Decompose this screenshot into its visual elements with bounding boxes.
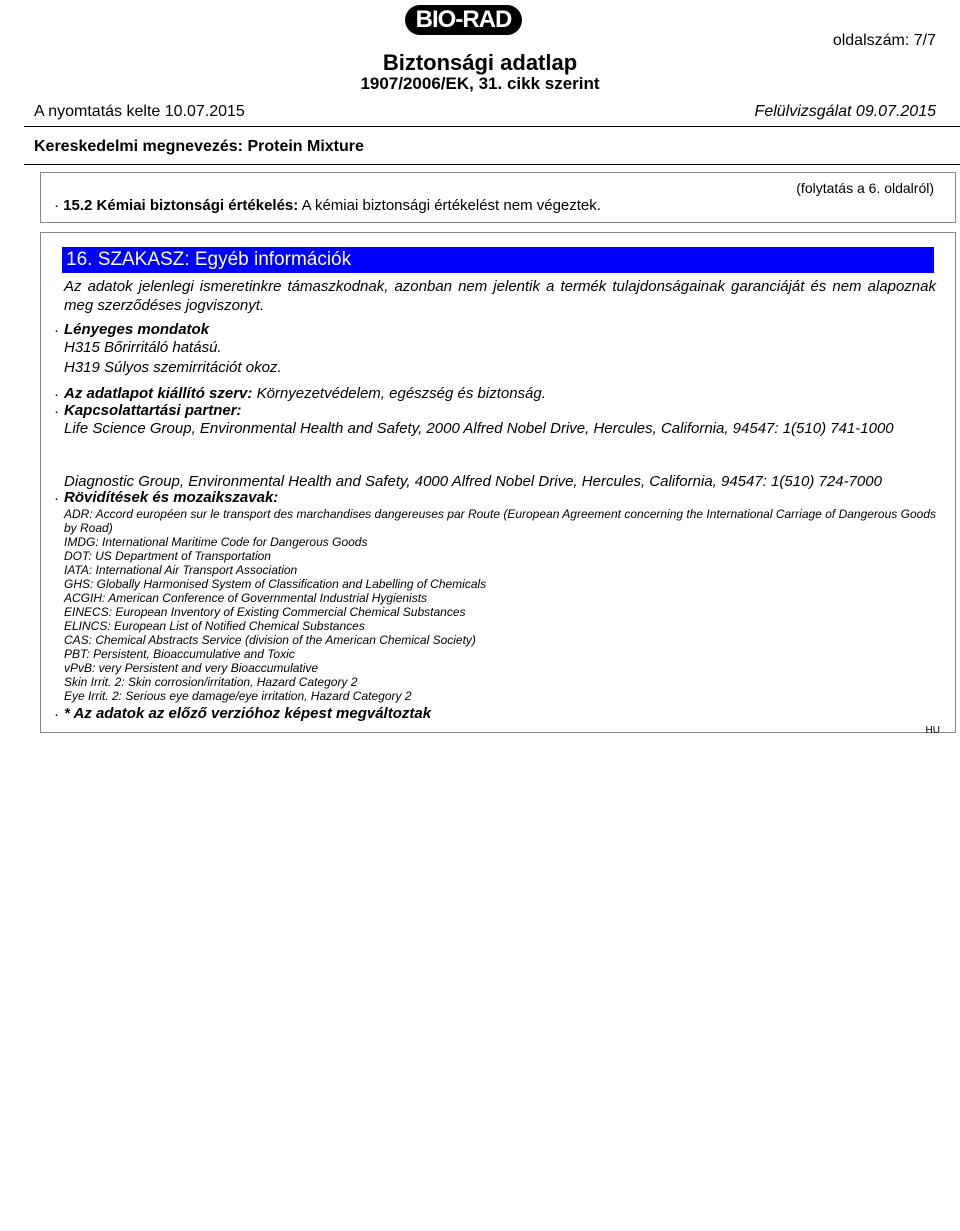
phrases-label: Lényeges mondatok <box>64 321 210 338</box>
document-title: Biztonsági adatlap <box>382 50 578 75</box>
language-code: HU <box>925 725 940 736</box>
bullet: · <box>54 490 59 507</box>
abbr-item: vPvB: very Persistent and very Bioaccumulative <box>64 661 319 675</box>
bullet: · <box>54 197 59 214</box>
section15-text: A kémiai biztonsági értékelést nem végeztek. <box>301 197 601 214</box>
bullet: · <box>54 706 59 723</box>
section16-heading: 16. SZAKASZ: Egyéb információk <box>62 247 934 273</box>
print-date: A nyomtatás kelte 10.07.2015 <box>34 103 245 120</box>
document-subtitle: 1907/2006/EK, 31. cikk szerint <box>360 74 600 93</box>
contact-diagnostic: Diagnostic Group, Environmental Health and Safety, 4000 Alfred Nobel Drive, Hercules, California, 94547: 1(510) 724-7000 <box>64 473 882 490</box>
abbr-item: IATA: International Air Transport Association <box>64 563 298 577</box>
bullet: · <box>54 322 59 339</box>
issuer-line <box>64 385 546 402</box>
abbr-item: Skin Irrit. 2: Skin corrosion/irritation, Hazard Category 2 <box>64 675 358 689</box>
abbreviations-label: Rövidítések és mozaikszavak: <box>64 489 279 506</box>
abbr-item: EINECS: European Inventory of Existing Commercial Chemical Substances <box>64 605 466 619</box>
contact-life-science: Life Science Group, Environmental Health and Safety, 2000 Alfred Nobel Drive, Hercules, California, 94547: 1(510) 741-1000 <box>64 420 894 437</box>
trade-name: Kereskedelmi megnevezés: Protein Mixture <box>34 138 364 155</box>
bio-rad-logo: BIO-RAD <box>405 5 522 35</box>
changed-note: * Az adatok az előző verzióhoz képest megváltoztak <box>64 705 432 722</box>
abbr-item: ELINCS: European List of Notified Chemical Substances <box>64 619 365 633</box>
contact-label: Kapcsolattartási partner: <box>64 402 242 419</box>
header-divider <box>24 126 960 127</box>
revision-date: Felülvizsgálat 09.07.2015 <box>754 103 936 120</box>
abbr-item: CAS: Chemical Abstracts Service (division of the American Chemical Society) <box>64 633 476 647</box>
issuer-label: Az adatlapot kiállító szerv: <box>64 385 253 402</box>
abbr-item: GHS: Globally Harmonised System of Classification and Labelling of Chemicals <box>64 577 487 591</box>
bullet: · <box>54 386 59 403</box>
continuation-note: (folytatás a 6. oldalról) <box>796 180 934 196</box>
phrase-h315: H315 Bőrirritáló hatású. <box>64 339 222 356</box>
abbr-item: DOT: US Department of Transportation <box>64 549 271 563</box>
page-number: oldalszám: 7/7 <box>832 32 936 49</box>
abbr-item: PBT: Persistent, Bioaccumulative and Toxic <box>64 647 295 661</box>
section16-intro: Az adatok jelenlegi ismeretinkre támaszkodnak, azonban nem jelentik a termék tulajdonságainak garanciáját és nem alapoznak meg szerződéses jogviszonyt. <box>64 278 936 314</box>
abbr-item: IMDG: International Maritime Code for Dangerous Goods <box>64 535 368 549</box>
trade-divider <box>24 164 960 165</box>
section15-label: 15.2 Kémiai biztonsági értékelés: <box>63 197 299 214</box>
phrase-h319: H319 Súlyos szemirritációt okoz. <box>64 359 282 376</box>
bullet: · <box>54 403 59 420</box>
abbr-item: ADR: Accord européen sur le transport des marchandises dangereuses par Route (European Agreement concerning the International Carriage of Dangerous Goods by Road) <box>64 507 936 535</box>
abbr-item: ACGIH: American Conference of Governmental Industrial Hygienists <box>64 591 428 605</box>
section15-line <box>54 197 601 214</box>
issuer-text: Környezetvédelem, egészség és biztonság. <box>256 385 546 402</box>
abbr-item: Eye Irrit. 2: Serious eye damage/eye irritation, Hazard Category 2 <box>64 689 412 703</box>
